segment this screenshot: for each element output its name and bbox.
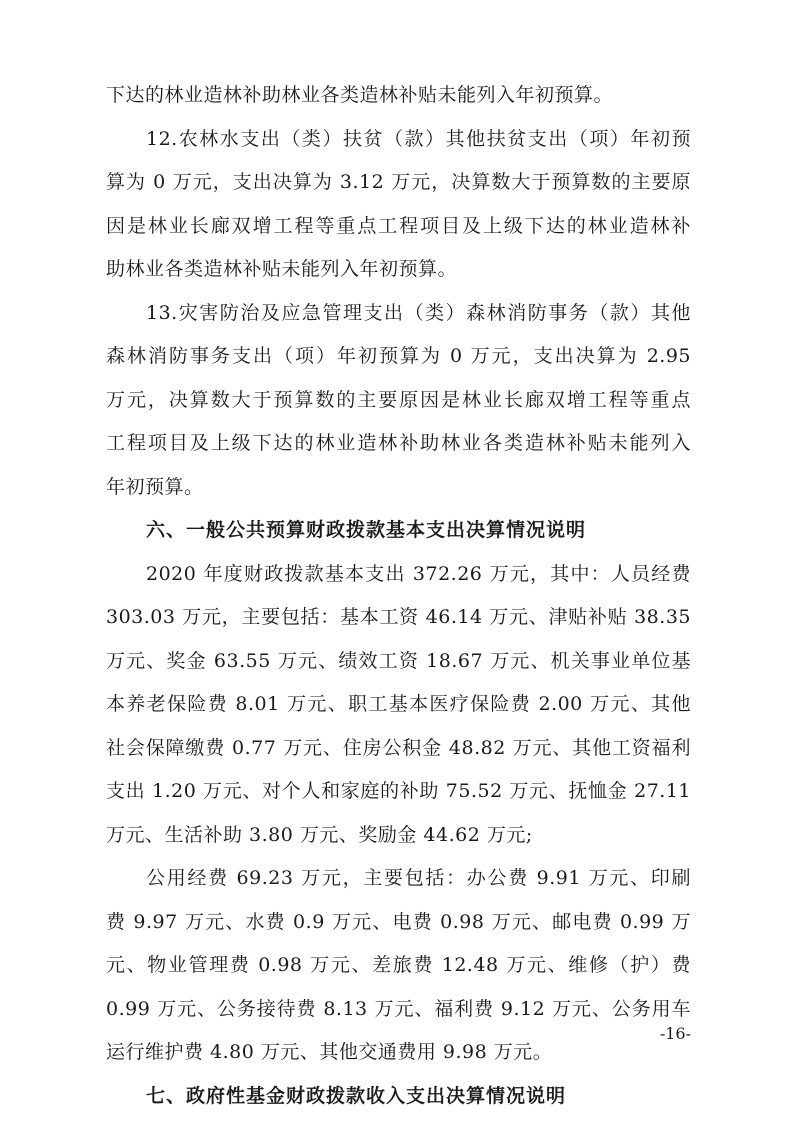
body-line: 年初预算。 xyxy=(106,476,204,498)
body-line: 12.农林水支出（类）扶贫（款）其他扶贫支出（项）年初预 xyxy=(146,128,691,150)
body-line: 万元、生活补助 3.80 万元、奖励金 44.62 万元; xyxy=(106,824,533,846)
body-line: 支出 1.20 万元、对个人和家庭的补助 75.52 万元、抚恤金 27.11 xyxy=(106,780,691,802)
body-line: 费 9.97 万元、水费 0.9 万元、电费 0.98 万元、邮电费 0.99 万 xyxy=(106,911,691,933)
body-line: 万元、奖金 63.55 万元、绩效工资 18.67 万元、机关事业单位基 xyxy=(106,650,691,672)
body-line: 2020 年度财政拨款基本支出 372.26 万元，其中：人员经费 xyxy=(146,563,691,585)
body-line: 因是林业长廊双增工程等重点工程项目及上级下达的林业造林补 xyxy=(106,215,691,237)
body-line: 0.99 万元、公务接待费 8.13 万元、福利费 9.12 万元、公务用车 xyxy=(106,998,691,1020)
body-line: 下达的林业造林补助林业各类造林补贴未能列入年初预算。 xyxy=(106,84,614,106)
body-line: 公用经费 69.23 万元，主要包括：办公费 9.91 万元、印刷 xyxy=(146,867,691,889)
body-line: 元、物业管理费 0.98 万元、差旅费 12.48 万元、维修（护）费 xyxy=(106,954,691,976)
page-number: -16- xyxy=(659,1024,691,1043)
section-heading: 六、一般公共预算财政拨款基本支出决算情况说明 xyxy=(146,519,587,541)
body-line: 303.03 万元，主要包括：基本工资 46.14 万元、津贴补贴 38.35 xyxy=(106,606,691,628)
body-line: 社会保障缴费 0.77 万元、住房公积金 48.82 万元、其他工资福利 xyxy=(106,737,691,759)
body-line: 算为 0 万元，支出决算为 3.12 万元，决算数大于预算数的主要原 xyxy=(106,171,691,193)
body-line: 万元，决算数大于预算数的主要原因是林业长廊双增工程等重点 xyxy=(106,389,691,411)
body-line: 工程项目及上级下达的林业造林补助林业各类造林补贴未能列入 xyxy=(106,432,691,454)
section-heading: 七、政府性基金财政拨款收入支出决算情况说明 xyxy=(146,1085,567,1107)
body-line: 13.灾害防治及应急管理支出（类）森林消防事务（款）其他 xyxy=(146,302,691,324)
body-line: 本养老保险费 8.01 万元、职工基本医疗保险费 2.00 万元、其他 xyxy=(106,693,691,715)
body-line: 运行维护费 4.80 万元、其他交通费用 9.98 万元。 xyxy=(106,1041,553,1063)
body-line: 森林消防事务支出（项）年初预算为 0 万元，支出决算为 2.95 xyxy=(106,345,691,367)
body-line: 助林业各类造林补贴未能列入年初预算。 xyxy=(106,258,458,280)
